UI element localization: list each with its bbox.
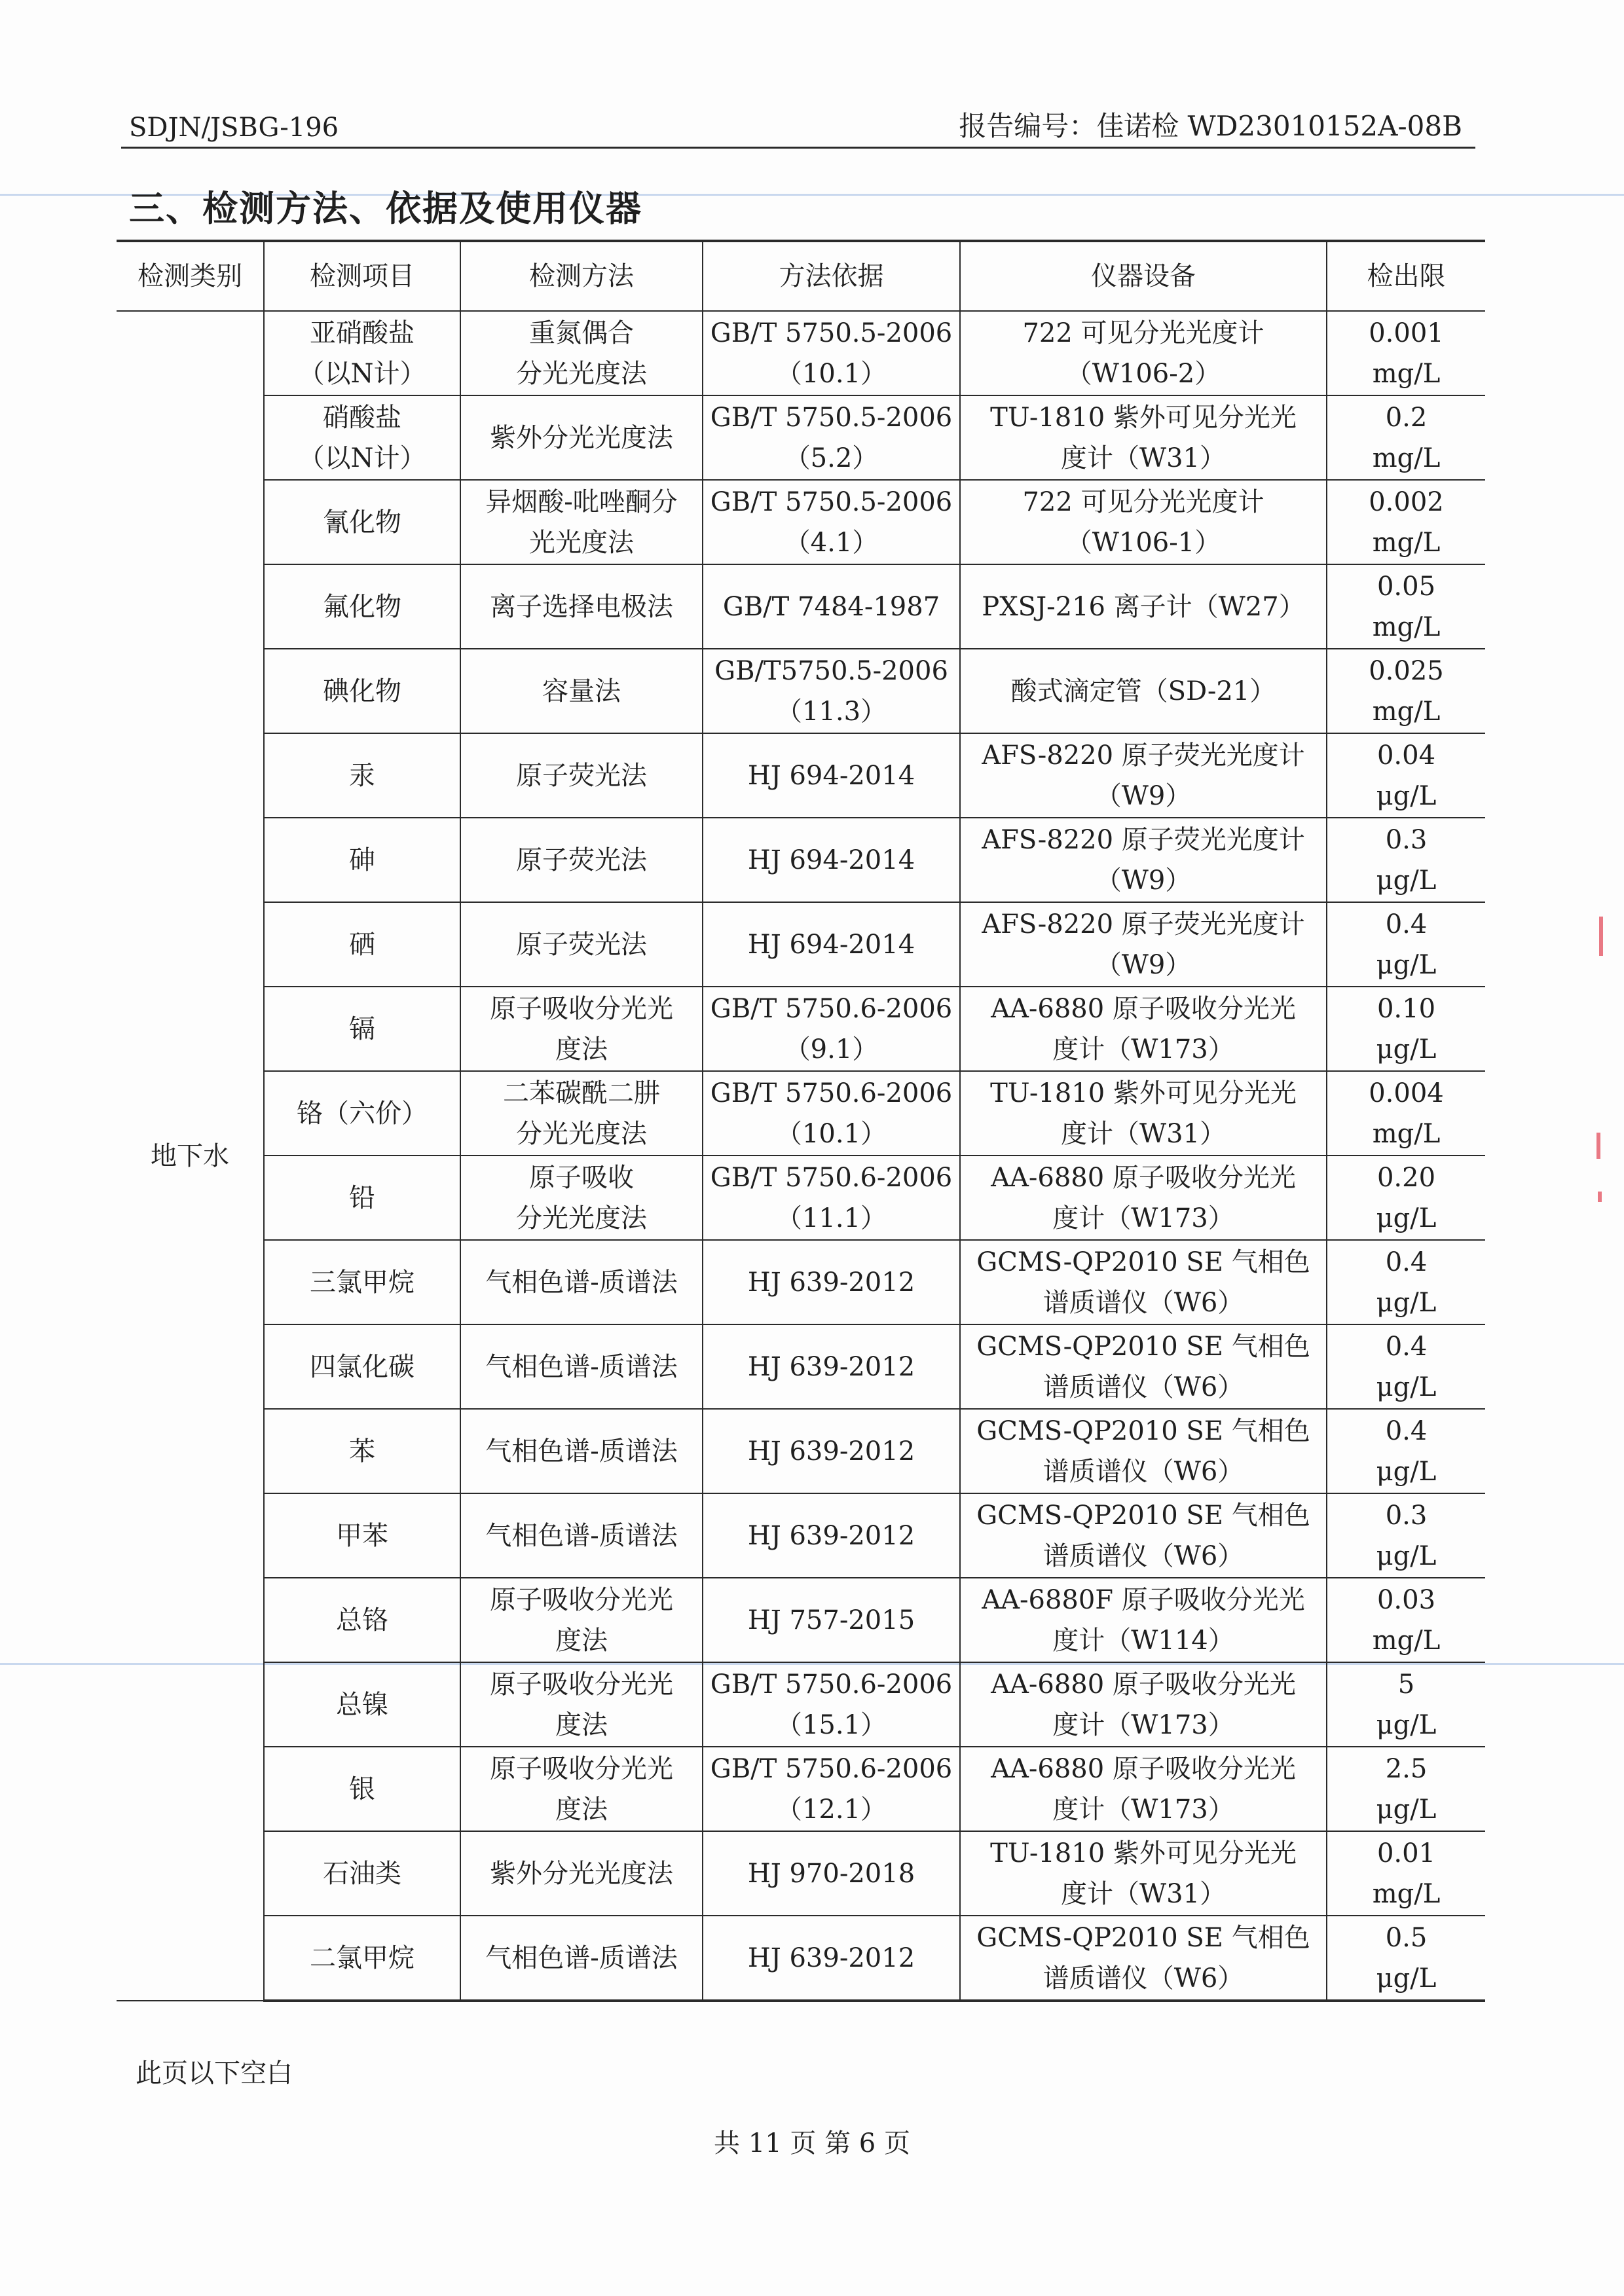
method-cell: 原子荧光法 — [460, 902, 703, 987]
instrument-cell: AFS-8220 原子荧光光度计 （W9） — [960, 902, 1327, 987]
item-cell: 二氯甲烷 — [264, 1916, 460, 2001]
limit-cell: 0.001 mg/L — [1327, 311, 1485, 395]
col-header-method: 检测方法 — [460, 241, 703, 311]
limit-cell: 0.4 μg/L — [1327, 902, 1485, 987]
instrument-cell: GCMS-QP2010 SE 气相色 谱质谱仪（W6） — [960, 1409, 1327, 1493]
category-cell: 地下水 — [117, 311, 264, 2001]
basis-cell: HJ 639-2012 — [703, 1916, 960, 2001]
header-row — [117, 241, 1485, 311]
stamp-edge-mark — [1598, 1192, 1602, 1202]
basis-cell: HJ 639-2012 — [703, 1493, 960, 1578]
item-cell: 甲苯 — [264, 1493, 460, 1578]
method-cell: 紫外分光光度法 — [460, 395, 703, 480]
table-row — [117, 564, 1485, 649]
table-row — [117, 987, 1485, 1071]
instrument-cell: 722 可见分光光度计 （W106-2） — [960, 311, 1327, 395]
table-row — [117, 1240, 1485, 1324]
limit-cell: 0.002 mg/L — [1327, 480, 1485, 564]
instrument-cell: AA-6880 原子吸收分光光 度计（W173） — [960, 1156, 1327, 1240]
item-cell: 银 — [264, 1747, 460, 1831]
method-cell: 离子选择电极法 — [460, 564, 703, 649]
method-cell: 气相色谱-质谱法 — [460, 1409, 703, 1493]
item-cell: 苯 — [264, 1409, 460, 1493]
instrument-cell: TU-1810 紫外可见分光光 度计（W31） — [960, 1831, 1327, 1916]
instrument-cell: GCMS-QP2010 SE 气相色 谱质谱仪（W6） — [960, 1324, 1327, 1409]
item-cell: 硝酸盐 （以N计） — [264, 395, 460, 480]
stamp-edge-mark — [1596, 1133, 1600, 1159]
basis-cell: HJ 694-2014 — [703, 902, 960, 987]
basis-cell: HJ 970-2018 — [703, 1831, 960, 1916]
col-header-instrument: 仪器设备 — [960, 241, 1327, 311]
basis-cell: GB/T 7484-1987 — [703, 564, 960, 649]
limit-cell: 0.20 μg/L — [1327, 1156, 1485, 1240]
instrument-cell: AA-6880 原子吸收分光光 度计（W173） — [960, 987, 1327, 1071]
method-cell: 二苯碳酰二肼 分光光度法 — [460, 1071, 703, 1156]
blank-note: 此页以下空白 — [136, 2058, 293, 2088]
basis-cell: GB/T 5750.6-2006 （10.1） — [703, 1071, 960, 1156]
limit-cell: 0.004 mg/L — [1327, 1071, 1485, 1156]
item-cell: 镉 — [264, 987, 460, 1071]
limit-cell: 2.5 μg/L — [1327, 1747, 1485, 1831]
limit-cell: 0.01 mg/L — [1327, 1831, 1485, 1916]
col-header-limit: 检出限 — [1327, 241, 1485, 311]
col-header-basis: 方法依据 — [703, 241, 960, 311]
method-cell: 原子吸收分光光 度法 — [460, 987, 703, 1071]
basis-cell: GB/T5750.5-2006 （11.3） — [703, 649, 960, 733]
item-cell: 铬（六价） — [264, 1071, 460, 1156]
instrument-cell: GCMS-QP2010 SE 气相色 谱质谱仪（W6） — [960, 1916, 1327, 2001]
basis-cell: GB/T 5750.6-2006 （15.1） — [703, 1662, 960, 1747]
method-cell: 重氮偶合 分光光度法 — [460, 311, 703, 395]
table-row — [117, 480, 1485, 564]
limit-cell: 0.10 μg/L — [1327, 987, 1485, 1071]
document-code: SDJN/JSBG-196 — [129, 113, 339, 143]
method-cell: 容量法 — [460, 649, 703, 733]
basis-cell: GB/T 5750.5-2006 （4.1） — [703, 480, 960, 564]
basis-cell: GB/T 5750.6-2006 （11.1） — [703, 1156, 960, 1240]
item-cell: 硒 — [264, 902, 460, 987]
table-row — [117, 1324, 1485, 1409]
method-cell: 气相色谱-质谱法 — [460, 1916, 703, 2001]
item-cell: 铅 — [264, 1156, 460, 1240]
table-row — [117, 1916, 1485, 2001]
method-cell: 紫外分光光度法 — [460, 1831, 703, 1916]
table-row — [117, 1747, 1485, 1831]
table-row — [117, 818, 1485, 902]
table-row — [117, 1578, 1485, 1662]
item-cell: 汞 — [264, 733, 460, 818]
limit-cell: 0.025 mg/L — [1327, 649, 1485, 733]
item-cell: 总镍 — [264, 1662, 460, 1747]
col-header-item: 检测项目 — [264, 241, 460, 311]
item-cell: 石油类 — [264, 1831, 460, 1916]
table-row — [117, 1156, 1485, 1240]
stamp-edge-mark — [1599, 917, 1603, 956]
method-cell: 气相色谱-质谱法 — [460, 1240, 703, 1324]
method-cell: 原子吸收分光光 度法 — [460, 1747, 703, 1831]
item-cell: 四氯化碳 — [264, 1324, 460, 1409]
item-cell: 碘化物 — [264, 649, 460, 733]
item-cell: 氰化物 — [264, 480, 460, 564]
method-cell: 原子吸收分光光 度法 — [460, 1578, 703, 1662]
method-cell: 异烟酸-吡唑酮分 光光度法 — [460, 480, 703, 564]
instrument-cell: PXSJ-216 离子计（W27） — [960, 564, 1327, 649]
method-cell: 气相色谱-质谱法 — [460, 1493, 703, 1578]
basis-cell: HJ 639-2012 — [703, 1409, 960, 1493]
limit-cell: 0.04 μg/L — [1327, 733, 1485, 818]
limit-cell: 5 μg/L — [1327, 1662, 1485, 1747]
page-footer: 共 11 页 第 6 页 — [714, 2128, 910, 2159]
header-rule — [121, 147, 1475, 149]
item-cell: 砷 — [264, 818, 460, 902]
basis-cell: GB/T 5750.6-2006 （9.1） — [703, 987, 960, 1071]
col-header-category: 检测类别 — [117, 241, 264, 311]
table-body — [117, 311, 1485, 2001]
table-row — [117, 1409, 1485, 1493]
table-row — [117, 733, 1485, 818]
table-row — [117, 1071, 1485, 1156]
instrument-cell: 722 可见分光光度计 （W106-1） — [960, 480, 1327, 564]
table-row — [117, 1493, 1485, 1578]
item-cell: 三氯甲烷 — [264, 1240, 460, 1324]
instrument-cell: GCMS-QP2010 SE 气相色 谱质谱仪（W6） — [960, 1493, 1327, 1578]
instrument-cell: TU-1810 紫外可见分光光 度计（W31） — [960, 395, 1327, 480]
instrument-cell: AFS-8220 原子荧光光度计 （W9） — [960, 733, 1327, 818]
table-row — [117, 902, 1485, 987]
basis-cell: HJ 694-2014 — [703, 818, 960, 902]
limit-cell: 0.4 μg/L — [1327, 1409, 1485, 1493]
limit-cell: 0.3 μg/L — [1327, 818, 1485, 902]
limit-cell: 0.4 μg/L — [1327, 1240, 1485, 1324]
limit-cell: 0.03 mg/L — [1327, 1578, 1485, 1662]
report-number: 报告编号：佳诺检 WD23010152A-08B — [959, 110, 1462, 142]
basis-cell: HJ 639-2012 — [703, 1240, 960, 1324]
method-cell: 原子荧光法 — [460, 818, 703, 902]
method-cell: 气相色谱-质谱法 — [460, 1324, 703, 1409]
item-cell: 总铬 — [264, 1578, 460, 1662]
method-table — [117, 240, 1485, 2002]
method-cell: 原子荧光法 — [460, 733, 703, 818]
item-cell: 氟化物 — [264, 564, 460, 649]
basis-cell: GB/T 5750.6-2006 （12.1） — [703, 1747, 960, 1831]
item-cell: 亚硝酸盐 （以N计） — [264, 311, 460, 395]
instrument-cell: AA-6880F 原子吸收分光光 度计（W114） — [960, 1578, 1327, 1662]
limit-cell: 0.05 mg/L — [1327, 564, 1485, 649]
instrument-cell: AA-6880 原子吸收分光光 度计（W173） — [960, 1662, 1327, 1747]
instrument-cell: GCMS-QP2010 SE 气相色 谱质谱仪（W6） — [960, 1240, 1327, 1324]
table-row — [117, 311, 1485, 395]
table-row — [117, 395, 1485, 480]
method-cell: 原子吸收分光光 度法 — [460, 1662, 703, 1747]
limit-cell: 0.5 μg/L — [1327, 1916, 1485, 2001]
instrument-cell: AA-6880 原子吸收分光光 度计（W173） — [960, 1747, 1327, 1831]
limit-cell: 0.3 μg/L — [1327, 1493, 1485, 1578]
table-row — [117, 1662, 1485, 1747]
table-row — [117, 1831, 1485, 1916]
method-cell: 原子吸收 分光光度法 — [460, 1156, 703, 1240]
basis-cell: HJ 757-2015 — [703, 1578, 960, 1662]
basis-cell: GB/T 5750.5-2006 （10.1） — [703, 311, 960, 395]
section-title: 三、检测方法、依据及使用仪器 — [129, 188, 642, 229]
limit-cell: 0.2 mg/L — [1327, 395, 1485, 480]
instrument-cell: 酸式滴定管（SD-21） — [960, 649, 1327, 733]
table-row — [117, 649, 1485, 733]
limit-cell: 0.4 μg/L — [1327, 1324, 1485, 1409]
instrument-cell: AFS-8220 原子荧光光度计 （W9） — [960, 818, 1327, 902]
basis-cell: HJ 694-2014 — [703, 733, 960, 818]
instrument-cell: TU-1810 紫外可见分光光 度计（W31） — [960, 1071, 1327, 1156]
basis-cell: HJ 639-2012 — [703, 1324, 960, 1409]
basis-cell: GB/T 5750.5-2006 （5.2） — [703, 395, 960, 480]
